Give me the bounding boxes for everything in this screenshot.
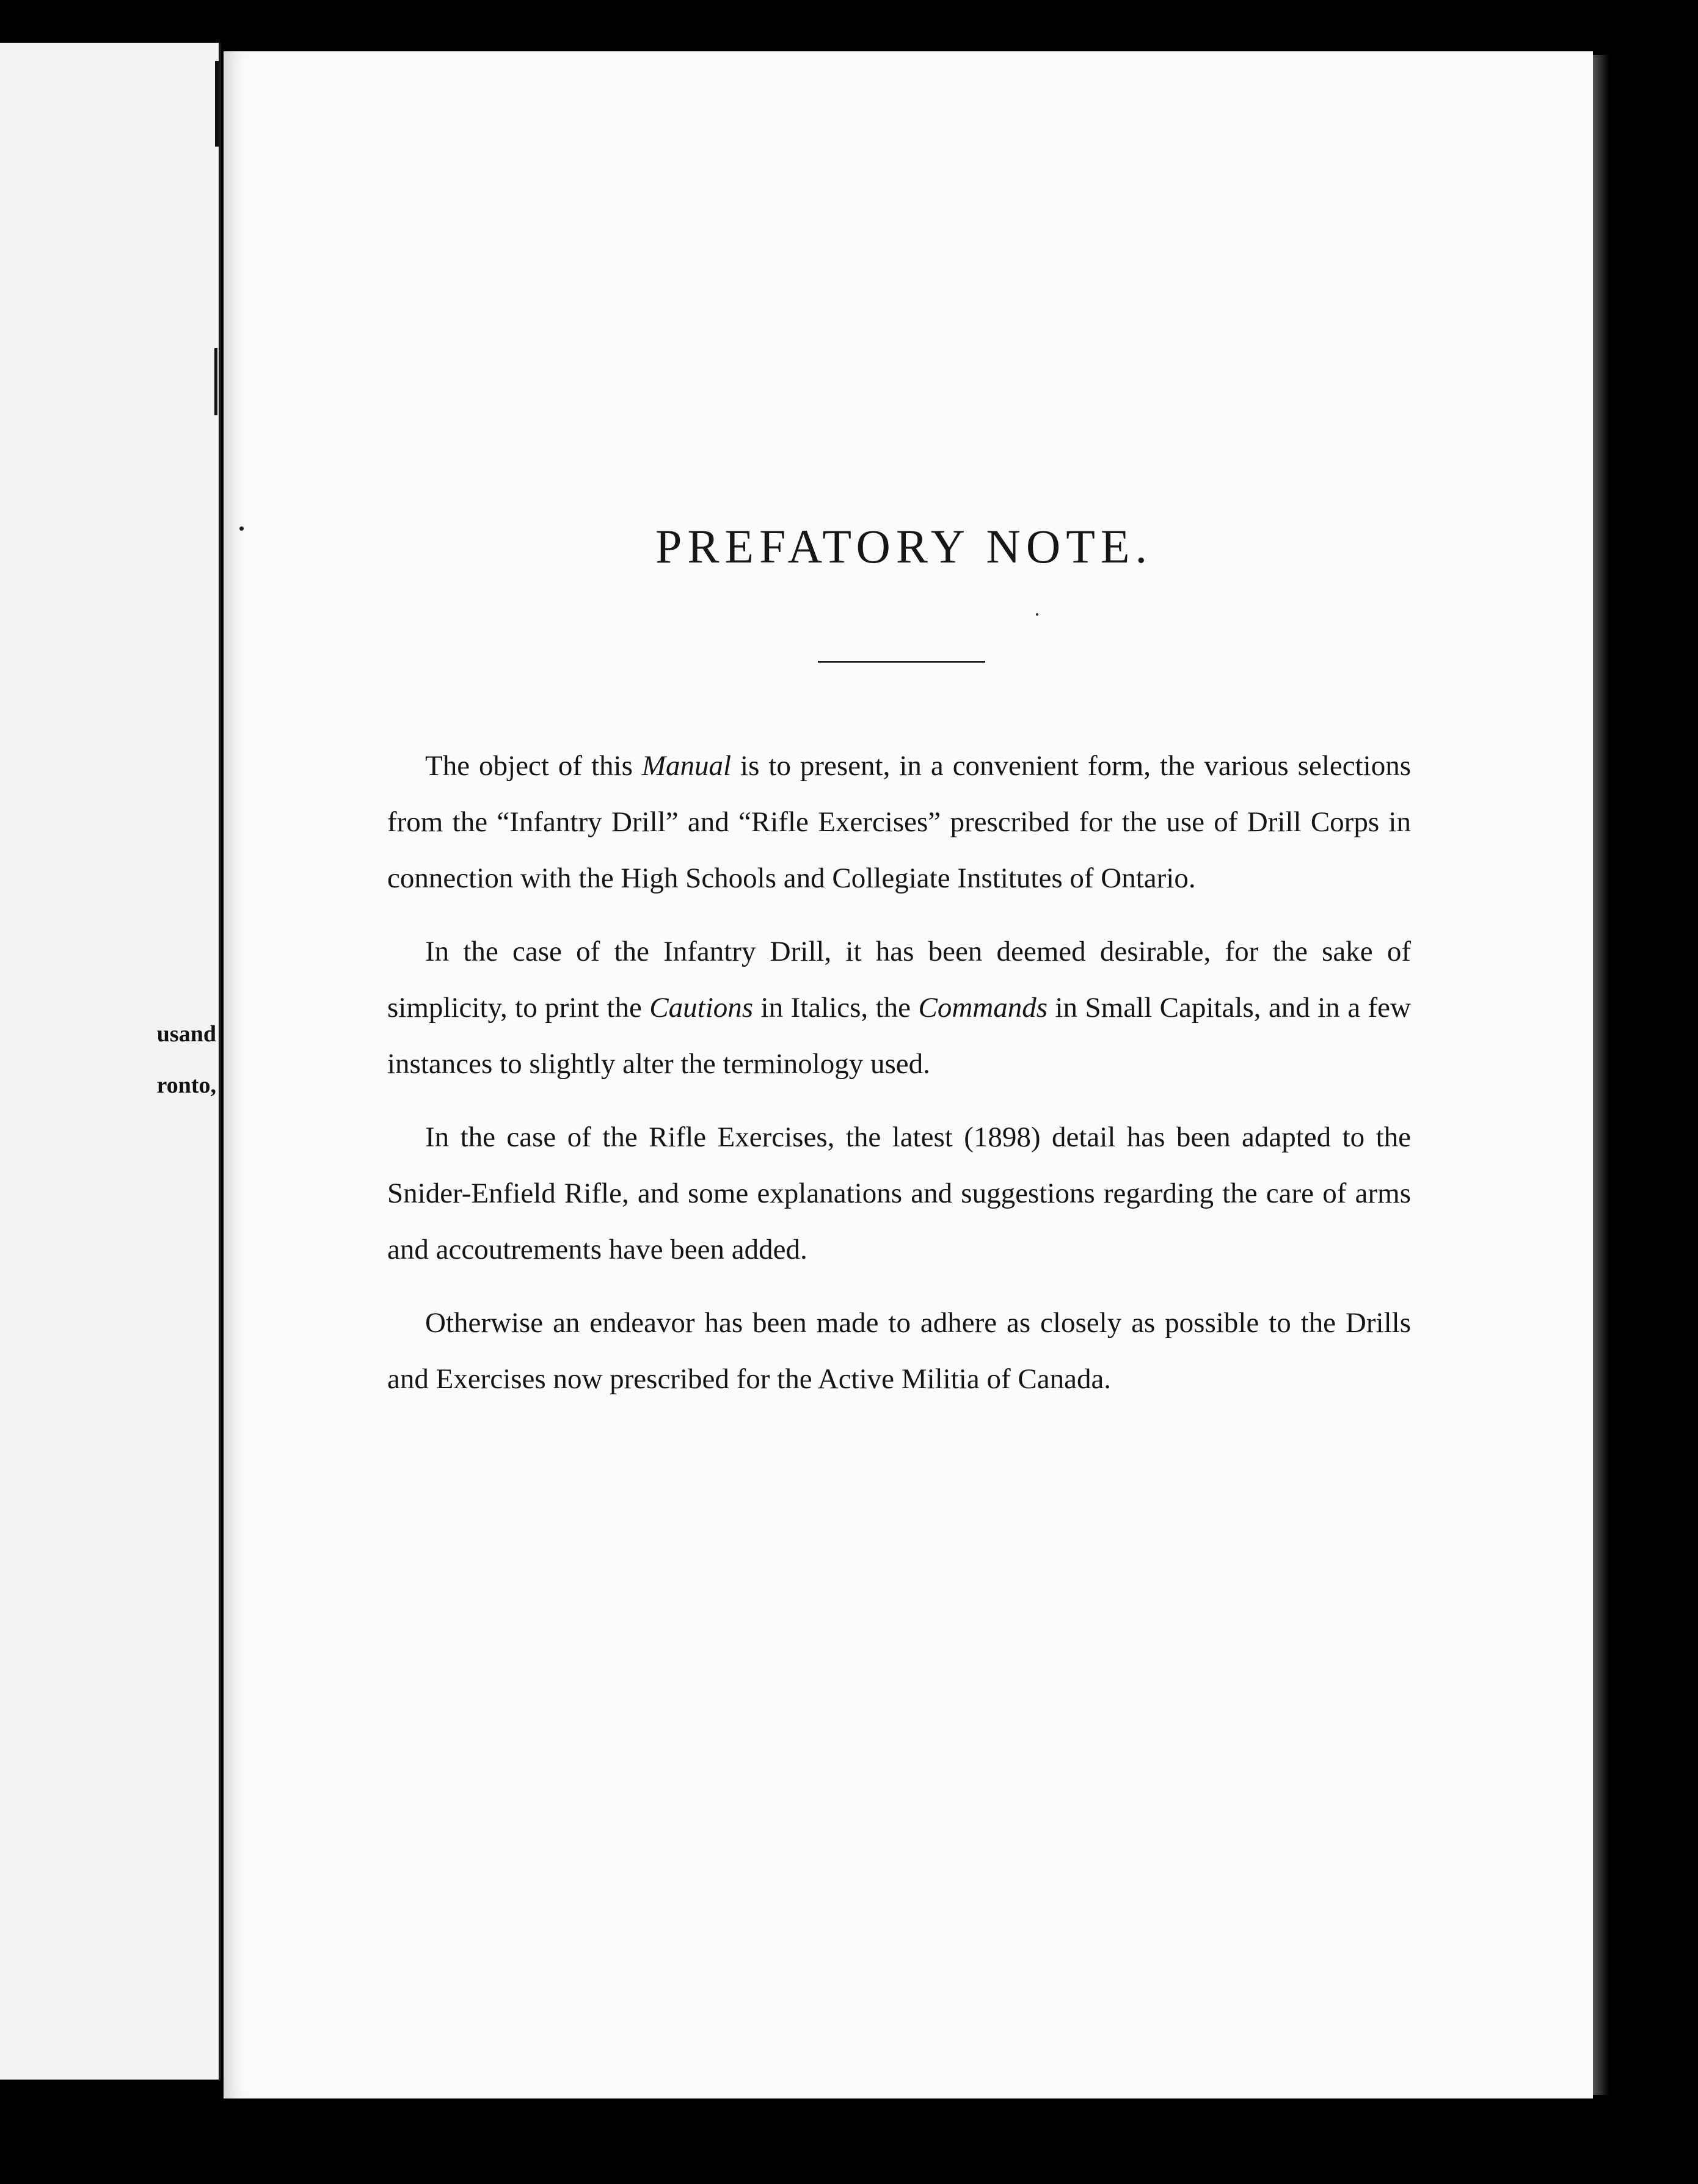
- paragraph-4: Otherwise an endeavor has been made to adhere as closely as possible to the Drills and Exercises now prescribed for the Active Militia of Canada.: [387, 1307, 1411, 1395]
- paragraph-2-text-b: in Italics, the: [753, 992, 919, 1024]
- paragraph-2-text-c: in Small Capitals, and in a few instances to slightly alter the terminology used.: [387, 992, 1411, 1080]
- paragraph-2-italic-2: Commands: [918, 992, 1048, 1024]
- spine-mark: [215, 61, 219, 147]
- title-rule: [818, 661, 985, 663]
- left-edge-line-2: ronto,: [156, 1072, 216, 1098]
- left-edge-line-1: usand: [156, 1021, 216, 1047]
- speck: [1036, 613, 1038, 616]
- paragraph-2-text-a: In the case of the Infantry Drill, it has been deemed desirable, for the sake of simplicity, to print the: [387, 936, 1411, 1024]
- page-edge: [1593, 55, 1609, 2095]
- paragraph-2: [387, 923, 1411, 1092]
- body-text: [387, 738, 1411, 1424]
- paragraph-1-italic: Manual: [641, 750, 732, 782]
- spine-mark: [214, 348, 217, 415]
- left-page: [0, 43, 221, 2080]
- paragraph-2-italic-1: Cautions: [649, 992, 754, 1024]
- paragraph-1: [387, 738, 1411, 906]
- paragraph-1-text-b: is to present, in a convenient form, the various selections from the “Infantry Drill” and “Rifle Exercises” prescribed for the use of Drill Corps in connection with the High Schools and Collegiate Institutes of Ontario.: [387, 750, 1412, 894]
- page-title: PREFATORY NOTE.: [655, 520, 1153, 573]
- paragraph-3: In the case of the Rifle Exercises, the latest (1898) detail has been adapted to the Snider-Enfield Rifle, and some explanations and suggestions regarding the care of arms and accoutrements have been added.: [387, 1121, 1411, 1265]
- paragraph-1-text-a: The object of this: [425, 750, 642, 782]
